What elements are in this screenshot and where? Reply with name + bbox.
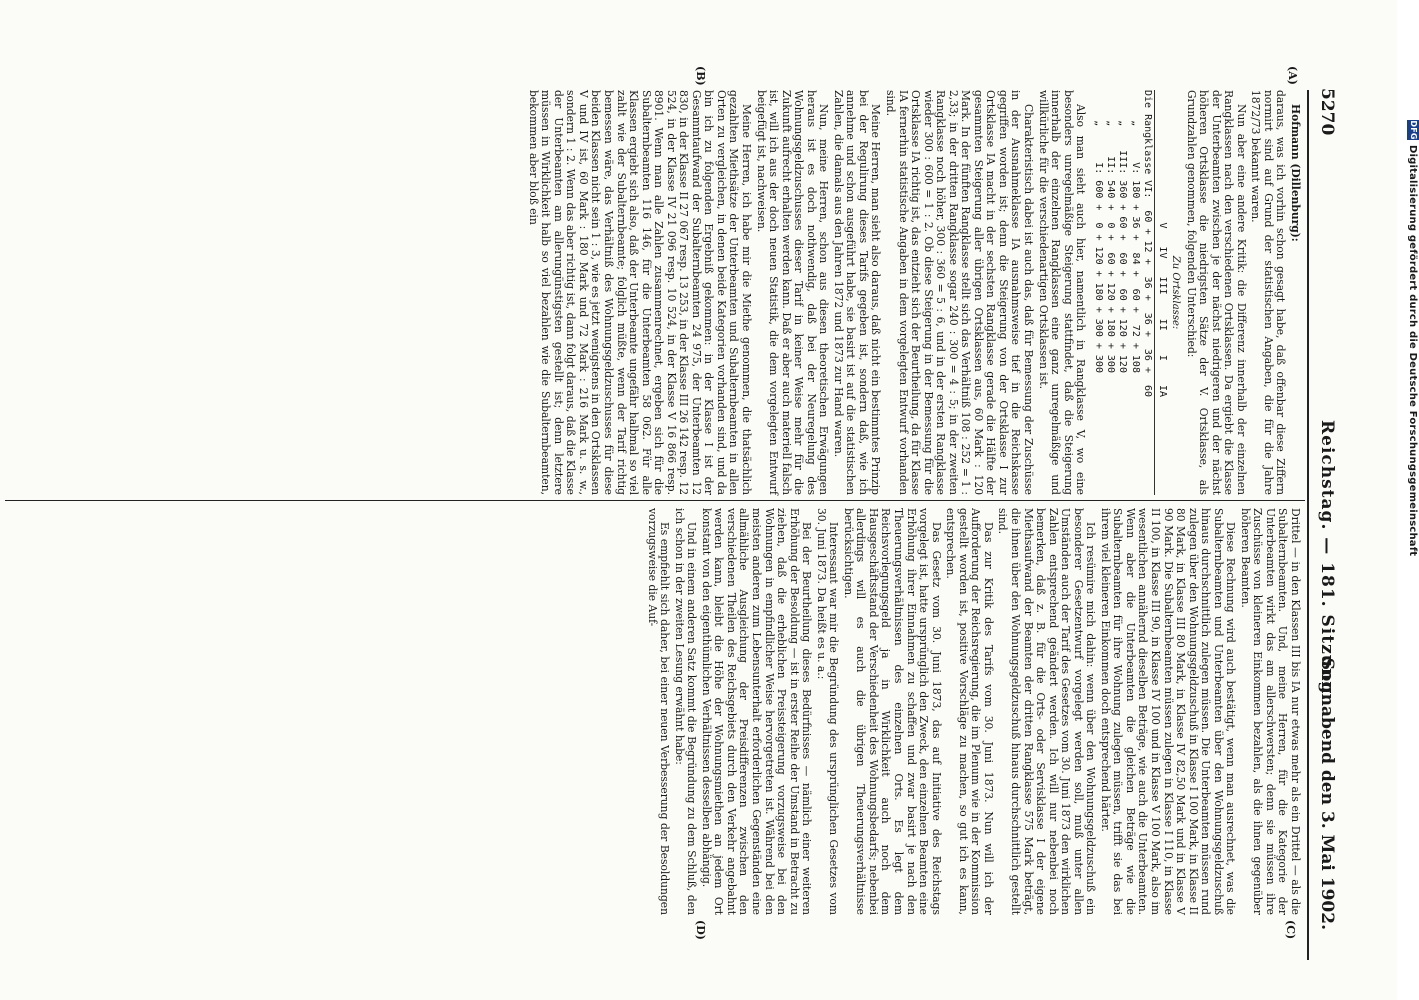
page-header <box>1311 80 1337 960</box>
right-column <box>643 508 1301 915</box>
quoted-paragraph: Bei der Beurtheilung dieses Bedürfnisses — nämlich einer weiteren Erhöhung der Besoldung — ist in erster Reihe der Umstand in Betracht zu ziehen, daß die erheblichen Preissteigerung vorzugsweise bei den Wohnungen in empfindlicher Weise hervorgetreten ist. Während bei den meisten anderen zum Lebensunterhalt erforderlichen Gegenständen eine allmähliche Ausgleichung der Preisdifferenzen zwischen den verschiedenen Theilen des Reichsgebiets durch den Verkehr angebahnt werden kann, bleibt die Höhe der Wohnungsmiethen an jedem Ort konstant von den eigenthümlichen Verhältnissen desselben abhängig. <box>699 508 814 915</box>
table-row: „ III: 360 + 60 + 60 + 60 + 120 + 120 <box>1117 90 1129 373</box>
paragraph: Also man sieht auch hier, namentlich in Rangklasse V, wo eine besonders unregelmäßige Steigerung stattfindet, daß die Steigerung innerhalb der einzelnen Rangklassen eine ganz unregelmäßige und willkürliche für die verschiedenartigen Ortsklassen ist. <box>1036 90 1088 495</box>
dfg-logo-icon: DFG <box>1409 120 1418 140</box>
session-date: Sonnabend den 3. Mai 1902. <box>1317 657 1337 930</box>
session-title: Reichstag. — 181. Sitzung. <box>1317 420 1337 702</box>
paragraph: Das zur Kritik des Tarifs vom 30. Juni 1873. Nun will ich der Aufforderung der Reichsregierung, die im Plenum wie in der Kommission gestellt worden ist, positive Vorschläge zu machen, so gut ich es kann, entsprechen. <box>944 508 995 915</box>
margin-marker-d: (D) <box>694 920 707 940</box>
column-divider <box>5 500 1305 501</box>
paragraph: Meine Herren, man sieht also daraus, daß nicht ein bestimmtes Prinzip bei der Regulirung dieses Tarifs gegeben ist, sondern daß, wie ich annehme und schon ausgeführt habe, sie basirt ist auf die statistischen Zahlen, die damals aus den Jahren 1872 und 1873 zur Hand waren. <box>831 90 883 495</box>
paragraph: Diese Rechnung wird auch bestätigt, wenn man ausrechnet, was die Subalternbeamten und Unterbeamten über den Wohnungsgeldzuschuß hinaus durchschnittlich zulegen müssen. Die Unterbeamten müssen rund zulegen über den Wohnungsgeldzuschuß in Klasse I 100 Mark, in Klasse II 80 Mark, in Klasse III 80 Mark, in Klasse IV 82,50 Mark und in Klasse V 90 Mark. Die Subalternbeamten müssen zulegen in Klasse I 110, in Klasse II 100, in Klasse III 90, in Klasse IV 100 und in Klasse V 100 Mark, also im wesentlichen annähernd dieselben Beträge, wie auch die Unterbeamten. Wenn aber die Unterbeamten die gleichen Beträge wie die Subalternbeamten für ihre Wohnung zulegen müssen, trifft sie das bei ihrem viel kleineren Einkommen doch entsprechend härter. <box>1098 508 1238 915</box>
margin-marker-c: (C) <box>1284 920 1297 940</box>
table-row: Die Rangklasse VI: 60 + 12 + 36 + 36 + 36 + 60 <box>1142 90 1154 398</box>
paragraph: Und in einem anderen Satz kommt die Begründung zu dem Schluß, den ich schon in der zweiten Lesung erwähnt habe: <box>672 508 699 915</box>
paragraph: Das Gesetz vom 30. Juni 1873, das auf Initiative des Reichstags vorgelegt ist, hatte ursprünglich den Zweck, den einzelnen Beamten eine Erhöhung ihrer Einnahmen zu schaffen und zwar basirt je nach den Theuerungsverhältnissen des einzelnen Orts. Es legt dem Reichsvorlegungsgeld ja in Wirklichkeit auch noch dem Hausgeschäftsstand der Verschiedenheit des Wohnungsbedarfs; nebenbei allerdings will es auch die übrigen Theuerungsverhältnisse berücksichtigen. <box>841 508 943 915</box>
paragraph: Meine Herren, ich habe mir die Miethe genommen, die thatsächlich gezahlten Miethsätze der Unterbeamten und Subalternbeamten in allen Orten zu vergleichen, in denen beide Kategorien vorhanden sind, und da bin ich zu folgenden Ergebniß gekommen: in der Klasse I ist der Gesammtaufwand der Subalternbeamten 24 975, der Unterbeamten 12 830, in der Klasse II 27 067 resp. 13 253, in der Klasse III 26 142 resp. 12 524, in der Klasse IV 21 096 resp. 10 524, in der Klasse V 16 866 resp. 8901. Wenn man alle Zahlen zusammenrechnet, ergeben sich für die Subalternbeamten 116 146, für die Unterbeamten 58 062. Für alle Klassen ergiebt sich also, daß der Unterbeamte ungefähr halbmal so viel zahlt wie der Subalternbeamte; folglich müßte, wenn der Tarif richtig bemessen wäre, das Verhältniß des Wohnungsgeldzuschusses für diese beiden Klassen nicht sein 1 : 3, wie es jetzt wenigstens in den Ortsklassen V und IV ist, 60 Mark : 180 Mark und 72 Mark : 216 Mark u. s. w., sondern 1 : 2. Wenn das aber richtig ist, dann folgt daraus, daß die Klasse der Unterbeamten am allerungünstigsten gestellt ist; denn letztere müssen in Wirklichkeit halb so viel bezahlen wie die Subalternbeamten, bekommen aber bloß ein <box>526 90 754 495</box>
paragraph: Nun aber eine andere Kritik: die Differenz innerhalb der einzelnen Rangklassen nach den verschiedenen Ortsklassen. Da ergiebt die Klasse der Unterbeamten zwischen je der nächst niedrigeren und der nächst höheren Ortsklasse die niedrigsten Sätze der V. Ortsklasse, als Grundzahlen genommen, folgenden Unterschied: <box>1184 90 1248 495</box>
rank-class-table <box>1091 90 1181 495</box>
paragraph: Interessant war mir die Begründung des ursprünglichen Gesetzes vom 30. Juni 1873. Da heißt es u. a.: <box>814 508 841 915</box>
table-row: „ V: 180 + 36 + 84 + 60 + 72 + 108 <box>1129 90 1141 373</box>
paragraph: Ich resümire mich dahin: wenn über den Wohnungsgeldzuschuß ein besonderer Gesetzentwurf vorgelegt werden soll, muß unter allen Umständen auch der Tarif des Gesetzes vom 30. Juni 1873 den wirklichen Zahlen entsprechend geändert werden. Ich will nur nebenbei noch bemerken, daß z. B. für die Orts- oder Servisklasse I der eigene Miethsaufwand der Beamten der dritten Rangklasse 575 Mark beträgt, die ihnen über den Wohnungsgeldzuschuß hinaus durchschnittlich gestellt sind. <box>996 508 1098 915</box>
table-header: V IV III II I IA <box>1154 90 1167 495</box>
table-row: „ II: 540 + 0 + 60 + 120 + 180 + 300 <box>1105 90 1117 373</box>
paragraph: Drittel — in den Klassen III bis IA nur etwas mehr als ein Drittel — als die Subalternbeamten. Und, meine Herren, für die Kategorie der Unterbeamten wirkt das am allerschwersten; denn sie müssen ihre Zuschüsse von kleineren Einkommen bezahlen, als die ihnen gegenüber höheren Beamten. <box>1238 508 1302 915</box>
page-number: 5270 <box>1317 88 1337 136</box>
paragraph: Nun, meine Herren, schon aus diesen theoretischen Erwägungen heraus ist es doch nothwendig, daß bei der Neuregelung des Wohnungsgeldzuschusses dieser Tarif in keiner Weise mehr für die Zukunft aufrecht erhalten werden kann. Daß er aber auch materiell falsch ist, will ich aus der doch neuen Statistik, die dem vorgelegten Entwurf beigefügt ist, nachweisen. <box>754 90 831 495</box>
margin-marker-b: (B) <box>694 66 707 86</box>
paragraph: Charakteristisch dabei ist auch das, daß für Bemessung der Zuschüsse in der Ausnahmeklasse IA ausnahmsweise tief in die Reichskasse gegriffen worden ist; denn die Steigerung von der Ortsklasse I zur Ortsklasse IA macht in der sechsten Rangklasse gerade die Hälfte der gesammten Steigerung aller übrigen Ortsklassen aus, 60 Mark : 120 Mark. In der fünften Rangklasse stellt sich das Verhältniß 108 : 252 = 1 : 2,33; in der dritten Rangklasse sogar 240 : 300 = 4 : 5; in der zweiten Rangklasse noch höher, 300 : 360 = 5 : 6, und in der ersten Rangklasse wieder 300 : 600 = 1 : 2. Ob diese Steigerung in der Bemessung für die Ortsklasse IA richtig ist, das entzieht sich der Beurtheilung, da für Klasse IA fernerhin statistische Angaben in dem vorgelegten Entwurf vorhanden sind. <box>884 90 1036 495</box>
left-column <box>524 90 1301 495</box>
footer-credit-text: Digitalisierung gefördert durch die Deutsche Forschungsgemeinschaft <box>1407 145 1418 557</box>
paragraph: daraus, was ich vorhin schon gesagt habe, daß offenbar diese Ziffern normirt sind auf Grund der statistischen Angaben, die für die Jahre 1872/73 bekannt waren. <box>1249 90 1288 495</box>
table-row: „ I: 600 + 0 + 120 + 180 + 300 + 300 <box>1092 90 1104 373</box>
table-caption: Zu Ortsklasse: <box>1170 255 1182 330</box>
speaker-name: Hofmann (Dillenburg): <box>1289 104 1302 242</box>
footer-credit <box>1407 120 1419 556</box>
margin-marker-a: (A) <box>1286 66 1299 85</box>
header-rule <box>1307 90 1309 960</box>
quoted-paragraph: Es empfiehlt sich daher, bei einer neuen Verbesserung der Besoldungen vorzugsweise die Auf- <box>645 508 672 915</box>
